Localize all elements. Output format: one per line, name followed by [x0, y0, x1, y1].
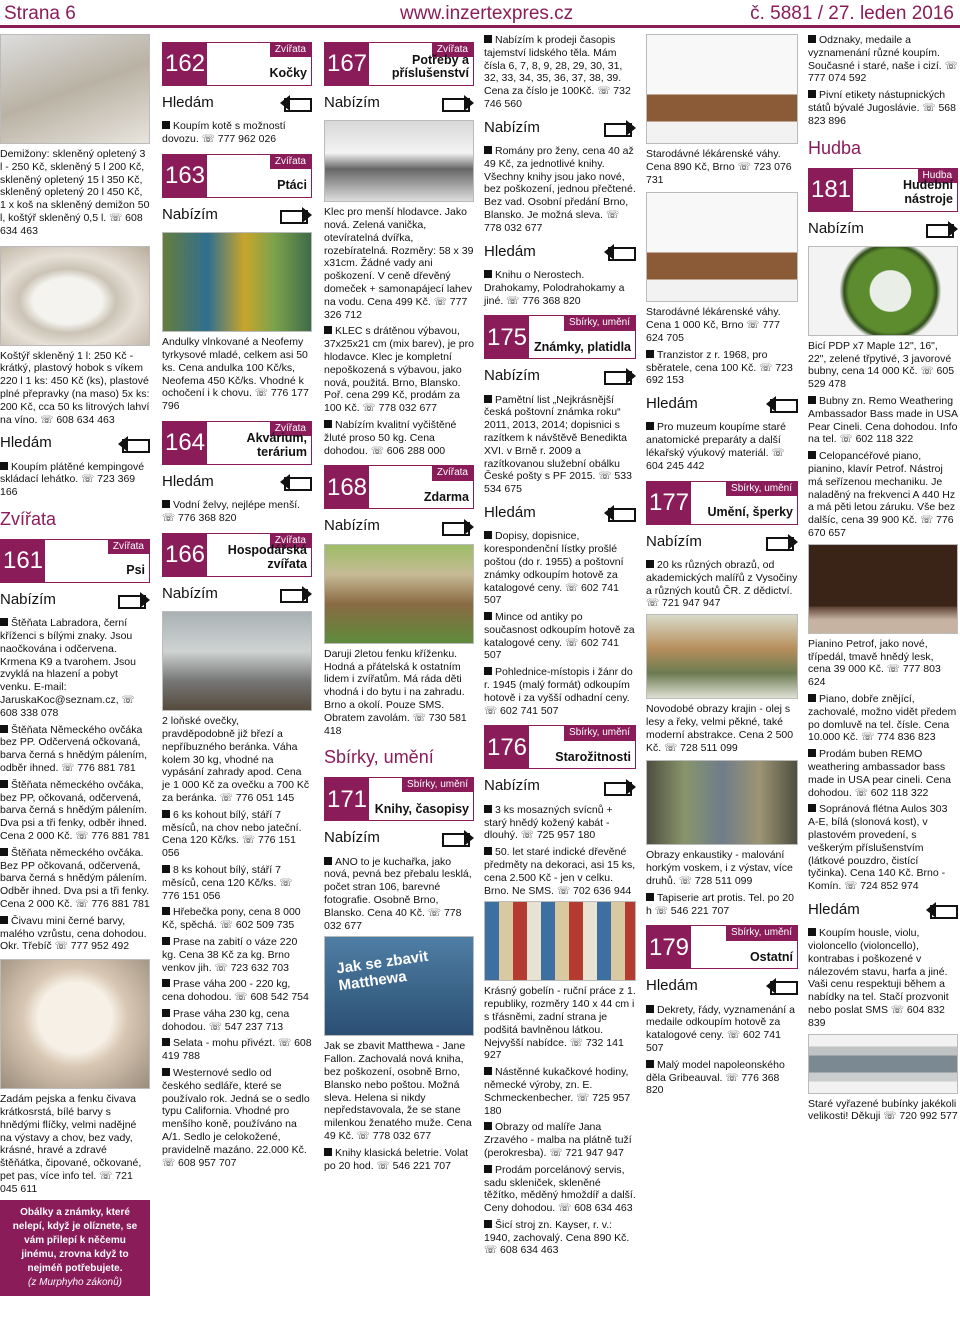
- ad-dekrety: Dekrety, řády, vyznamenání a medaile odkoupím hotově za katalogové ceny. ☏ 602 741 507: [646, 1003, 795, 1054]
- arrow-right-icon: [442, 830, 474, 846]
- ad-sici-stroj: Šicí stroj zn. Kayser, r. v.: 1940, zachovalý. Cena 890 Kč. ☏ 608 634 463: [484, 1218, 630, 1257]
- arrow-right-icon: [766, 534, 798, 550]
- photo-chihuahua: [0, 959, 150, 1089]
- ad-romany: Romány pro ženy, cena 40 až 49 Kč, za jednotlivé knihy. Všechny knihy jsou jako nové, bez poškození, jednou přečtené. Bez vad. Osobní předání Brno, Blansko. Je možná sleva. ☏ 778 032 677: [484, 145, 636, 234]
- ad-dog-1: Štěňata Labradora, černí kříženci s bílými znaky. Jsou naočkována i odčervena. Krmena K9 a tvarohem. Jsou zvyklá na hlazení a pobyt venku. E-mail: JaruskaKoc@seznam.cz, ☏ 608 338 078: [0, 617, 136, 719]
- nabizim-header: Nabízím: [324, 829, 474, 847]
- rubric-179: [646, 925, 798, 969]
- column-4: [484, 34, 636, 1261]
- rubric-175: [484, 315, 636, 359]
- rubric-name: Známky, platidla: [533, 339, 631, 354]
- arrow-right-icon: [442, 519, 474, 535]
- rubric-number: 176: [485, 726, 529, 768]
- rubric-category: Zvířata: [432, 43, 473, 57]
- hledam-header: Hledám: [646, 395, 798, 413]
- ad-tranzistor: Tranzistor z r. 1968, pro sběratele, cena 100 Kč. ☏ 723 692 153: [646, 348, 793, 387]
- page-number: Strana 6: [4, 3, 76, 24]
- rubric-number: 164: [163, 422, 207, 464]
- nabizim-header: Nabízím: [484, 367, 636, 385]
- category-zvirata: Zvířata: [0, 509, 57, 530]
- ad-etikety: Pivní etikety nástupnických států bývalé Jugoslávie. ☏ 568 823 896: [808, 89, 956, 127]
- ad-indicke: 50. let staré indické dřevěné předměty na dekoraci, asi 15 ks, cena 2.500 Kč - jen v celku. Brno. Ne SMS. ☏ 702 636 944: [484, 846, 636, 897]
- site-url[interactable]: www.inzertexpres.cz: [400, 3, 574, 24]
- ad-dopisy: Dopisy, dopisnice, korespondenční lístky prošlé poštou (do r. 1955) a poštovní známky odkoupím hotově za katalogové ceny. ☏ 602 741 507: [484, 530, 624, 607]
- issue-date: č. 5881 / 27. leden 2016: [750, 3, 954, 24]
- ad-krajiny: Novodobé obrazy krajin - olej s lesy a řeky, velmi pěkné, také moderní abstrakce. Cena 2 500 Kč. ☏ 728 511 099: [646, 703, 794, 754]
- arrow-right-icon: [604, 120, 636, 136]
- rubric-number: 171: [325, 778, 369, 820]
- ad-klec-2: KLEC s drátěnou výbavou, 37x25x21 cm (mix barev), je pro hlodavce. Klec je kompletní nepoškozená s výbavou, jako nová, použitá. Brno, Blansko. Poř. cena 299 Kč, prodám za 100 Kč. ☏ 778 032 677: [324, 325, 474, 415]
- column-5: [646, 34, 798, 1101]
- arrow-right-icon: [604, 368, 636, 384]
- ad-svicny: 3 ks mosazných svícnů + starý hnědý kožený kabát - dlouhý. ☏ 725 957 180: [484, 803, 613, 842]
- murphy-quote: Obálky a známky, které nelepí, když je olíznete, se vám přilepí k něčemu jinému, zrovna když to nejméň potřebujete.: [12, 1206, 138, 1274]
- ad-bici: Bicí PDP x7 Maple 12", 16", 22", zelené třpytivé, 3 javorové bubny, cena 14 000 Kč. ☏ 605 529 478: [808, 339, 955, 391]
- ad-proso: Nabízím kvalitní vyčištěné žluté proso 50 kg. Cena dohodou. ☏ 606 288 000: [324, 419, 457, 457]
- rubric-category: Hudba: [918, 169, 957, 183]
- arrow-right-icon: [604, 779, 636, 795]
- ad-buben: Prodám buben REMO weathering ambassador bass made in USA pear cineli. Cena dohodou. ☏ 602 118 322: [808, 748, 951, 799]
- photo-encaustic: [646, 760, 798, 845]
- rubric-name: Ptáci: [277, 178, 307, 193]
- ad-dog-4: Štěňata německého ovčáka. Bez PP očkovaná, odčervená, barva černá s hnědým pálením. Odběr ihned. Dva psi a tři fenky. Cena 2 000 Kč. ☏ 776 881 781: [0, 846, 150, 911]
- ad-prase-1: Prase na zabití o váze 220 kg. Cena 38 Kč za kg. Brno venkov jih. ☏ 723 632 703: [162, 935, 298, 974]
- ad-andulky: Andulky vlnkované a Neofemy tyrkysové mladé, celkem asi 50 ks. Cena andulka 100 Kč/ks, Neofema 450 Kč/ks. Vhodné k ochočení i k chovu. ☏ 776 177 796: [162, 336, 309, 413]
- rubric-171: [324, 777, 474, 821]
- photo-snare-drum: [808, 1034, 958, 1094]
- ad-kohout-2: 8 ks kohout bílý, stáří 7 měsíců, cena 120 Kč/ks. ☏ 776 151 056: [162, 863, 293, 902]
- rubric-category: Sbírky, umění: [402, 778, 473, 792]
- photo-dog: [324, 544, 474, 644]
- arrow-right-icon: [280, 207, 312, 223]
- hledam-header: Hledám: [484, 504, 636, 522]
- rubric-177: [646, 481, 798, 525]
- ad-muzeum: Pro muzeum koupíme staré anatomické preparáty a další lékařský výukový materiál. ☏ 604 245 442: [646, 421, 786, 472]
- hledam-header: Hledám: [484, 243, 636, 261]
- ad-odznaky: Odznaky, medaile a vyznamenání různé koupím. Současné i staré, naše i cizí. ☏ 777 074 592: [808, 34, 958, 85]
- ad-chihuahua: Zadám pejska a fenku čivava krátkosrstá, bílé barvy s hnědými flíčky, velmi nadějné na výstavy a chov, bez vady, krásné, hravé a zdravé štěňátka, čipované, očkované, pet pas, více info tel. ☏ 721 045 611: [0, 1093, 142, 1195]
- ad-prase-2: Prase váha 200 - 220 kg, cena dohodou. ☏ 608 542 754: [162, 978, 309, 1004]
- photo-barrel: [0, 246, 150, 346]
- arrow-left-icon: [604, 244, 636, 260]
- column-2: [162, 34, 312, 1173]
- rubric-162: [162, 42, 312, 86]
- rubric-category: Zvířata: [108, 540, 149, 554]
- column-3: [324, 34, 474, 1176]
- ad-kucharka: ANO to je kuchařka, jako nová, pevná bez přebalu lesklá, počet stran 106, barevné fotografie. Osobně Brno, Blansko. Cena 40 Kč. ☏ 778 032 677: [324, 855, 472, 932]
- hledam-header: Hledám: [646, 977, 798, 995]
- rubric-name: Psi: [126, 563, 145, 578]
- nabizim-header: Nabízím: [808, 220, 958, 238]
- rubric-number: 166: [163, 534, 207, 576]
- rubric-category: Zvířata: [270, 155, 311, 169]
- ad-servis: Prodám porcelánový servis, sadu skleniček, skleněné těžítko, měděný hmoždíř a další. Ceny dohodou. ☏ 608 634 463: [484, 1163, 636, 1215]
- ad-nerosty: Knihu o Nerostech. Drahokamy, Polodrahokamy a jiné. ☏ 776 368 820: [484, 268, 625, 307]
- photo-scale-1: [646, 34, 798, 144]
- arrow-left-icon: [280, 95, 312, 111]
- nabizim-header: Nabízím: [162, 206, 312, 224]
- rubric-name: Hospodářská zvířata: [227, 543, 307, 572]
- rubric-number: 168: [325, 466, 369, 508]
- rubric-name: Akvárium, terárium: [246, 431, 307, 460]
- murphy-author: (z Murphyho zákonů): [28, 1276, 122, 1288]
- column-1: [0, 34, 150, 1296]
- nabizim-header: Nabízím: [324, 94, 474, 112]
- rubric-category: Sbírky, umění: [564, 726, 635, 740]
- ad-lehatko: Koupím plátěné kempingové skládací lehátko. ☏ 723 369 166: [0, 460, 145, 499]
- ad-housle: Koupím housle, violu, violoncello (violoncello), kontrabas i poškozené v nálezovém stavu, harfa a jiné. Vaši cenu respektuji během a nabídky na tel. Stačí prozvonit nebo poslat SMS ☏ 604 832 839: [808, 927, 949, 1029]
- ad-bubny-remo: Bubny zn. Remo Weathering Ambassador Bass made in USA Pear Cineli. Cena dohodou. Info na tel. ☏ 602 118 322: [808, 395, 958, 446]
- arrow-left-icon: [926, 902, 958, 918]
- nabizim-header: Nabízím: [646, 533, 798, 551]
- photo-cage: [324, 120, 474, 202]
- nabizim-header: Nabízím: [484, 777, 636, 795]
- photo-piano: [808, 544, 958, 634]
- murphy-quote-box: [0, 1200, 150, 1296]
- rubric-number: 179: [647, 926, 691, 968]
- ad-kniha: Jak se zbavit Matthewa - Jane Fallon. Zachovalá nová kniha, bez poškození, osobně Brno, Blansko nebo poštou. Možná sleva. Helena si nikdy nepředstavovala, že se stane milenkou ženatého muže. Cena 49 Kč. ☏ 778 032 677: [324, 1040, 472, 1142]
- category-sbirky: Sbírky, umění: [324, 747, 434, 768]
- ad-fletna: Sopránová flétna Aulos 303 A-E, bílá (slonová kost), v plastovém provedení, s veškerým příslušenstvím (látkové pouzdro, čistící tyčinka). Cena 140 Kč. Brno - Komín. ☏ 724 852 974: [808, 803, 948, 893]
- photo-demijohns: [0, 34, 150, 144]
- rubric-167: [324, 42, 474, 86]
- ad-selata: Selata - mohu přivézt. ☏ 608 419 788: [162, 1037, 312, 1063]
- nabizim-header: Nabízím: [324, 517, 474, 535]
- ad-zelvy: Vodní želvy, nejlépe menší. ☏ 776 368 820: [162, 499, 301, 525]
- nabizim-header: Nabízím: [0, 591, 150, 609]
- rubric-168: [324, 465, 474, 509]
- rubric-name: Hudební nástroje: [903, 178, 953, 206]
- photo-drums: [808, 246, 958, 336]
- photo-gobelin: [484, 901, 636, 981]
- rubric-category: Zvířata: [432, 466, 473, 480]
- ad-fenka: Daruji 2letou fenku kříženku. Hodná a přátelská k ostatním lidem i zvířatům. Má ráda děti vhodná i do bytu i na zahradu. Brno a okolí. Pouze SMS. Obratem zavolám. ☏ 730 581 418: [324, 647, 467, 737]
- rubric-number: 163: [163, 155, 207, 197]
- arrow-left-icon: [280, 474, 312, 490]
- rubric-category: Zvířata: [270, 422, 311, 436]
- ad-klec: Klec pro menší hlodavce. Jako nová. Zelená vanička, otevíratelná dvířka, rozebíratelná. Rozměry: 58 x 39 x31cm. Žádné vady ani poškození. V ceně dřevěný domeček + samonapájecí lahev na vodu. Cena 499 Kč. ☏ 777 326 712: [324, 206, 474, 321]
- arrow-right-icon: [926, 221, 958, 237]
- ad-demijohns: Demižony: skleněný opletený 3 l - 250 Kč, skleněný 5 l 200 Kč, skleněný opletený 15 l 350 Kč, skleněný opletený 20 l 450 Kč, 1 x koš na skleněný demižon 50 l, koštýř skleněný 0,5 l. ☏ 608 634 463: [0, 148, 150, 237]
- rubric-name: Starožitnosti: [555, 749, 631, 764]
- ad-kostyr: Koštýř skleněný 1 l: 250 Kč - krátký, plastový hobok s víkem 220 l 1 ks: 450 Kč (ks), plastové plné přepravky (na maso) 5x ks: 200 Kč, cca 50 ks litrových lahví na víno. ☏ 608 634 463: [0, 349, 150, 426]
- arrow-right-icon: [442, 95, 474, 111]
- nabizim-header: Nabízím: [162, 585, 312, 603]
- rubric-166: [162, 533, 312, 577]
- rubric-161: [0, 539, 150, 583]
- rubric-number: 161: [1, 540, 45, 582]
- ad-prase-3: Prase váha 230 kg, cena dohodou. ☏ 547 237 713: [162, 1007, 290, 1033]
- ad-delo: Malý model napoleonského děla Gribeauval. ☏ 776 368 820: [646, 1058, 785, 1097]
- page-header: [0, 0, 960, 28]
- rubric-number: 167: [325, 43, 369, 85]
- category-hudba: Hudba: [808, 137, 862, 158]
- rubric-number: 181: [809, 169, 853, 211]
- ad-kote: Koupím kotě s možností dovozu. ☏ 777 962 026: [162, 120, 286, 146]
- rubric-name: Ostatní: [749, 949, 793, 964]
- rubric-name: Kočky: [269, 66, 307, 81]
- rubric-category: Zvířata: [270, 43, 311, 57]
- hledam-header: Hledám: [162, 473, 312, 491]
- ad-zrzavy: Obrazy od malíře Jana Zrzavého - malba na plátně tuží (perokresba). ☏ 721 947 947: [484, 1121, 632, 1159]
- hledam-header: Hledám: [808, 901, 958, 919]
- ad-mince: Mince od antiky po současnost odkoupím hotově za katalogové ceny. ☏ 602 741 507: [484, 611, 635, 662]
- ad-sedlo: Westernové sedlo od českého sedláře, které se používalo rok. Jedná se o sedlo typu California. Vhodné pro menšího koně, používáno na A/1. Sedlo je celokožené, pravidelně mazáno. 22.000 Kč. ☏ 608 957 707: [162, 1067, 310, 1169]
- ad-bubinky: Staré vyřazené bubínky jakékoli velikosti! Děkuji ☏ 720 992 577: [808, 1097, 958, 1123]
- book-cover-title: Jak se zbavit Matthewa: [335, 948, 430, 995]
- rubric-name: Zdarma: [423, 489, 469, 504]
- rubric-category: Sbírky, umění: [564, 316, 635, 330]
- rubric-number: 177: [647, 482, 691, 524]
- rubric-category: Sbírky, umění: [726, 926, 797, 940]
- ad-vahy-1: Starodávné lékárenské váhy. Cena 890 Kč, Brno ☏ 723 076 731: [646, 148, 792, 186]
- ad-kohout-1: 6 ks kohout bílý, stáří 7 měsíců, na chov nebo jateční. Cena 120 Kč/ks. ☏ 776 151 056: [162, 808, 302, 860]
- photo-sheep: [162, 611, 312, 711]
- rubric-164: [162, 421, 312, 465]
- ad-enkaustika: Obrazy enkaustiky - malování horkým voskem, i z výstav, více druhů. ☏ 728 511 099: [646, 849, 793, 887]
- rubric-number: 162: [163, 43, 207, 85]
- ad-dog-3: Štěňata německého ovčáka, bez PP, očkovaná, odčervená, barva černá s hnědým pálením. Dva psi a tři fenky, odběr ihned. Cena 2 000 Kč. ☏ 776 881 781: [0, 778, 150, 843]
- photo-book: [324, 936, 474, 1036]
- rubric-number: 175: [485, 316, 529, 358]
- rubric-176: [484, 725, 636, 769]
- rubric-name: Umění, šperky: [707, 504, 793, 519]
- ad-piano: Celopancéřové piano, pianino, klavír Petrof. Nástroj má seřízenou mechaniku. Je naladěný na frekvenci A 440 Hz a má pěti letou záruku. Vše bez dalšíc, cena 39 900 Kč. ☏ 776 670 657: [808, 450, 956, 539]
- arrow-right-icon: [118, 592, 150, 608]
- ad-piano-2: Piano, dobře znějící, zachovalé, možno vidět předem po domluvě na tel. čísle. Cena 10.000 Kč. ☏ 774 836 823: [808, 692, 957, 744]
- ad-gobelin: Krásný gobelín - ruční práce z 1. republiky, rozměry 140 x 44 cm i s třásněmi, zadní strana je podšitá bavlněnou látkou. Nejvyšší nabídce. ☏ 732 141 927: [484, 985, 636, 1062]
- column-6: [808, 34, 958, 1127]
- ad-pohlednice: Pohlednice-místopis i žánr do r. 1945 (malý formát) odkoupím hotově i za vyšší odhadní ceny. ☏ 602 741 507: [484, 666, 633, 717]
- photo-parakeets: [162, 232, 312, 332]
- rubric-181: [808, 168, 958, 212]
- ad-pianino: Pianino Petrof, jako nové, třípedál, tmavě hnědý lesk, cena 39 000 Kč. ☏ 777 803 624: [808, 637, 941, 689]
- rubric-name: Potřeby a příslušenství: [391, 52, 469, 81]
- rubric-name: Knihy, časopisy: [374, 801, 469, 816]
- ad-beletrie: Knihy klasická beletrie. Volat po 20 hod. ☏ 546 221 707: [324, 1146, 469, 1172]
- nabizim-header: Nabízím: [484, 119, 636, 137]
- arrow-left-icon: [766, 978, 798, 994]
- ad-vahy-2: Starodávné lékárenské váhy. Cena 1 000 Kč, Brno ☏ 777 624 705: [646, 306, 781, 344]
- ad-hodiny: Nástěnné kukačkové hodiny, německé výroby, zn. E. Schmeckenbecher. ☏ 725 957 180: [484, 1066, 631, 1117]
- photo-scale-2: [646, 192, 798, 302]
- rubric-category: Sbírky, umění: [726, 482, 797, 496]
- ad-pony: Hřebečka pony, cena 8 000 Kč, spěchá. ☏ 602 509 735: [162, 906, 301, 932]
- arrow-right-icon: [280, 586, 312, 602]
- ad-dog-5: Čivavu mini černé barvy, malého vzrůstu, cena dohodou. Okr. Třebíč ☏ 777 952 492: [0, 914, 147, 953]
- ad-tapiserie: Tapiserie art protis. Tel. po 20 h ☏ 546 221 707: [646, 891, 794, 917]
- hledam-header: Hledám: [162, 94, 312, 112]
- ad-casopis: Nabízím k prodeji časopis tajemství lidského těla. Mám čísla 6, 7, 8, 9, 28, 29, 30, 31, 32, 33, 34, 35, 36, 37, 38, 39. Cena za číslo je 100Kč. ☏ 732 746 560: [484, 34, 631, 110]
- photo-painting: [646, 614, 798, 699]
- rubric-163: [162, 154, 312, 198]
- arrow-left-icon: [766, 396, 798, 412]
- arrow-left-icon: [118, 436, 150, 452]
- ad-dog-2: Štěňata Německého ovčáka bez PP. Odčervená očkovaná, barva černá s hnědým pálením, odběr ihned. ☏ 776 881 781: [0, 723, 148, 775]
- ad-pametni-list: Pamětní list „Nejkrásnější česká poštovní známka roku“ 2011, 2013, 2014; dopisnici s razítkem k návštěvě Benedikta XVI. v Brně r. 2009 a razítkovanou služební obálku České pošty s PF 2015. ☏ 533 534 675: [484, 393, 632, 496]
- ad-ovecky: 2 loňské ovečky, pravděpodobně již březí a nepříbuzného beránka. Váha kolem 30 kg, vhodné na vypásání zahrady apod. Cena je 1 000 Kč za ovečku a 700 Kč za beránka. ☏ 776 051 145: [162, 715, 310, 804]
- hledam-header: Hledám: [0, 434, 150, 452]
- ad-obrazy: 20 ks různých obrazů, od akademických malířů z Vysočiny a různých koutů ČR. Z dědictví. ☏ 721 947 947: [646, 558, 798, 610]
- rubric-category: Zvířata: [270, 534, 311, 548]
- arrow-left-icon: [604, 505, 636, 521]
